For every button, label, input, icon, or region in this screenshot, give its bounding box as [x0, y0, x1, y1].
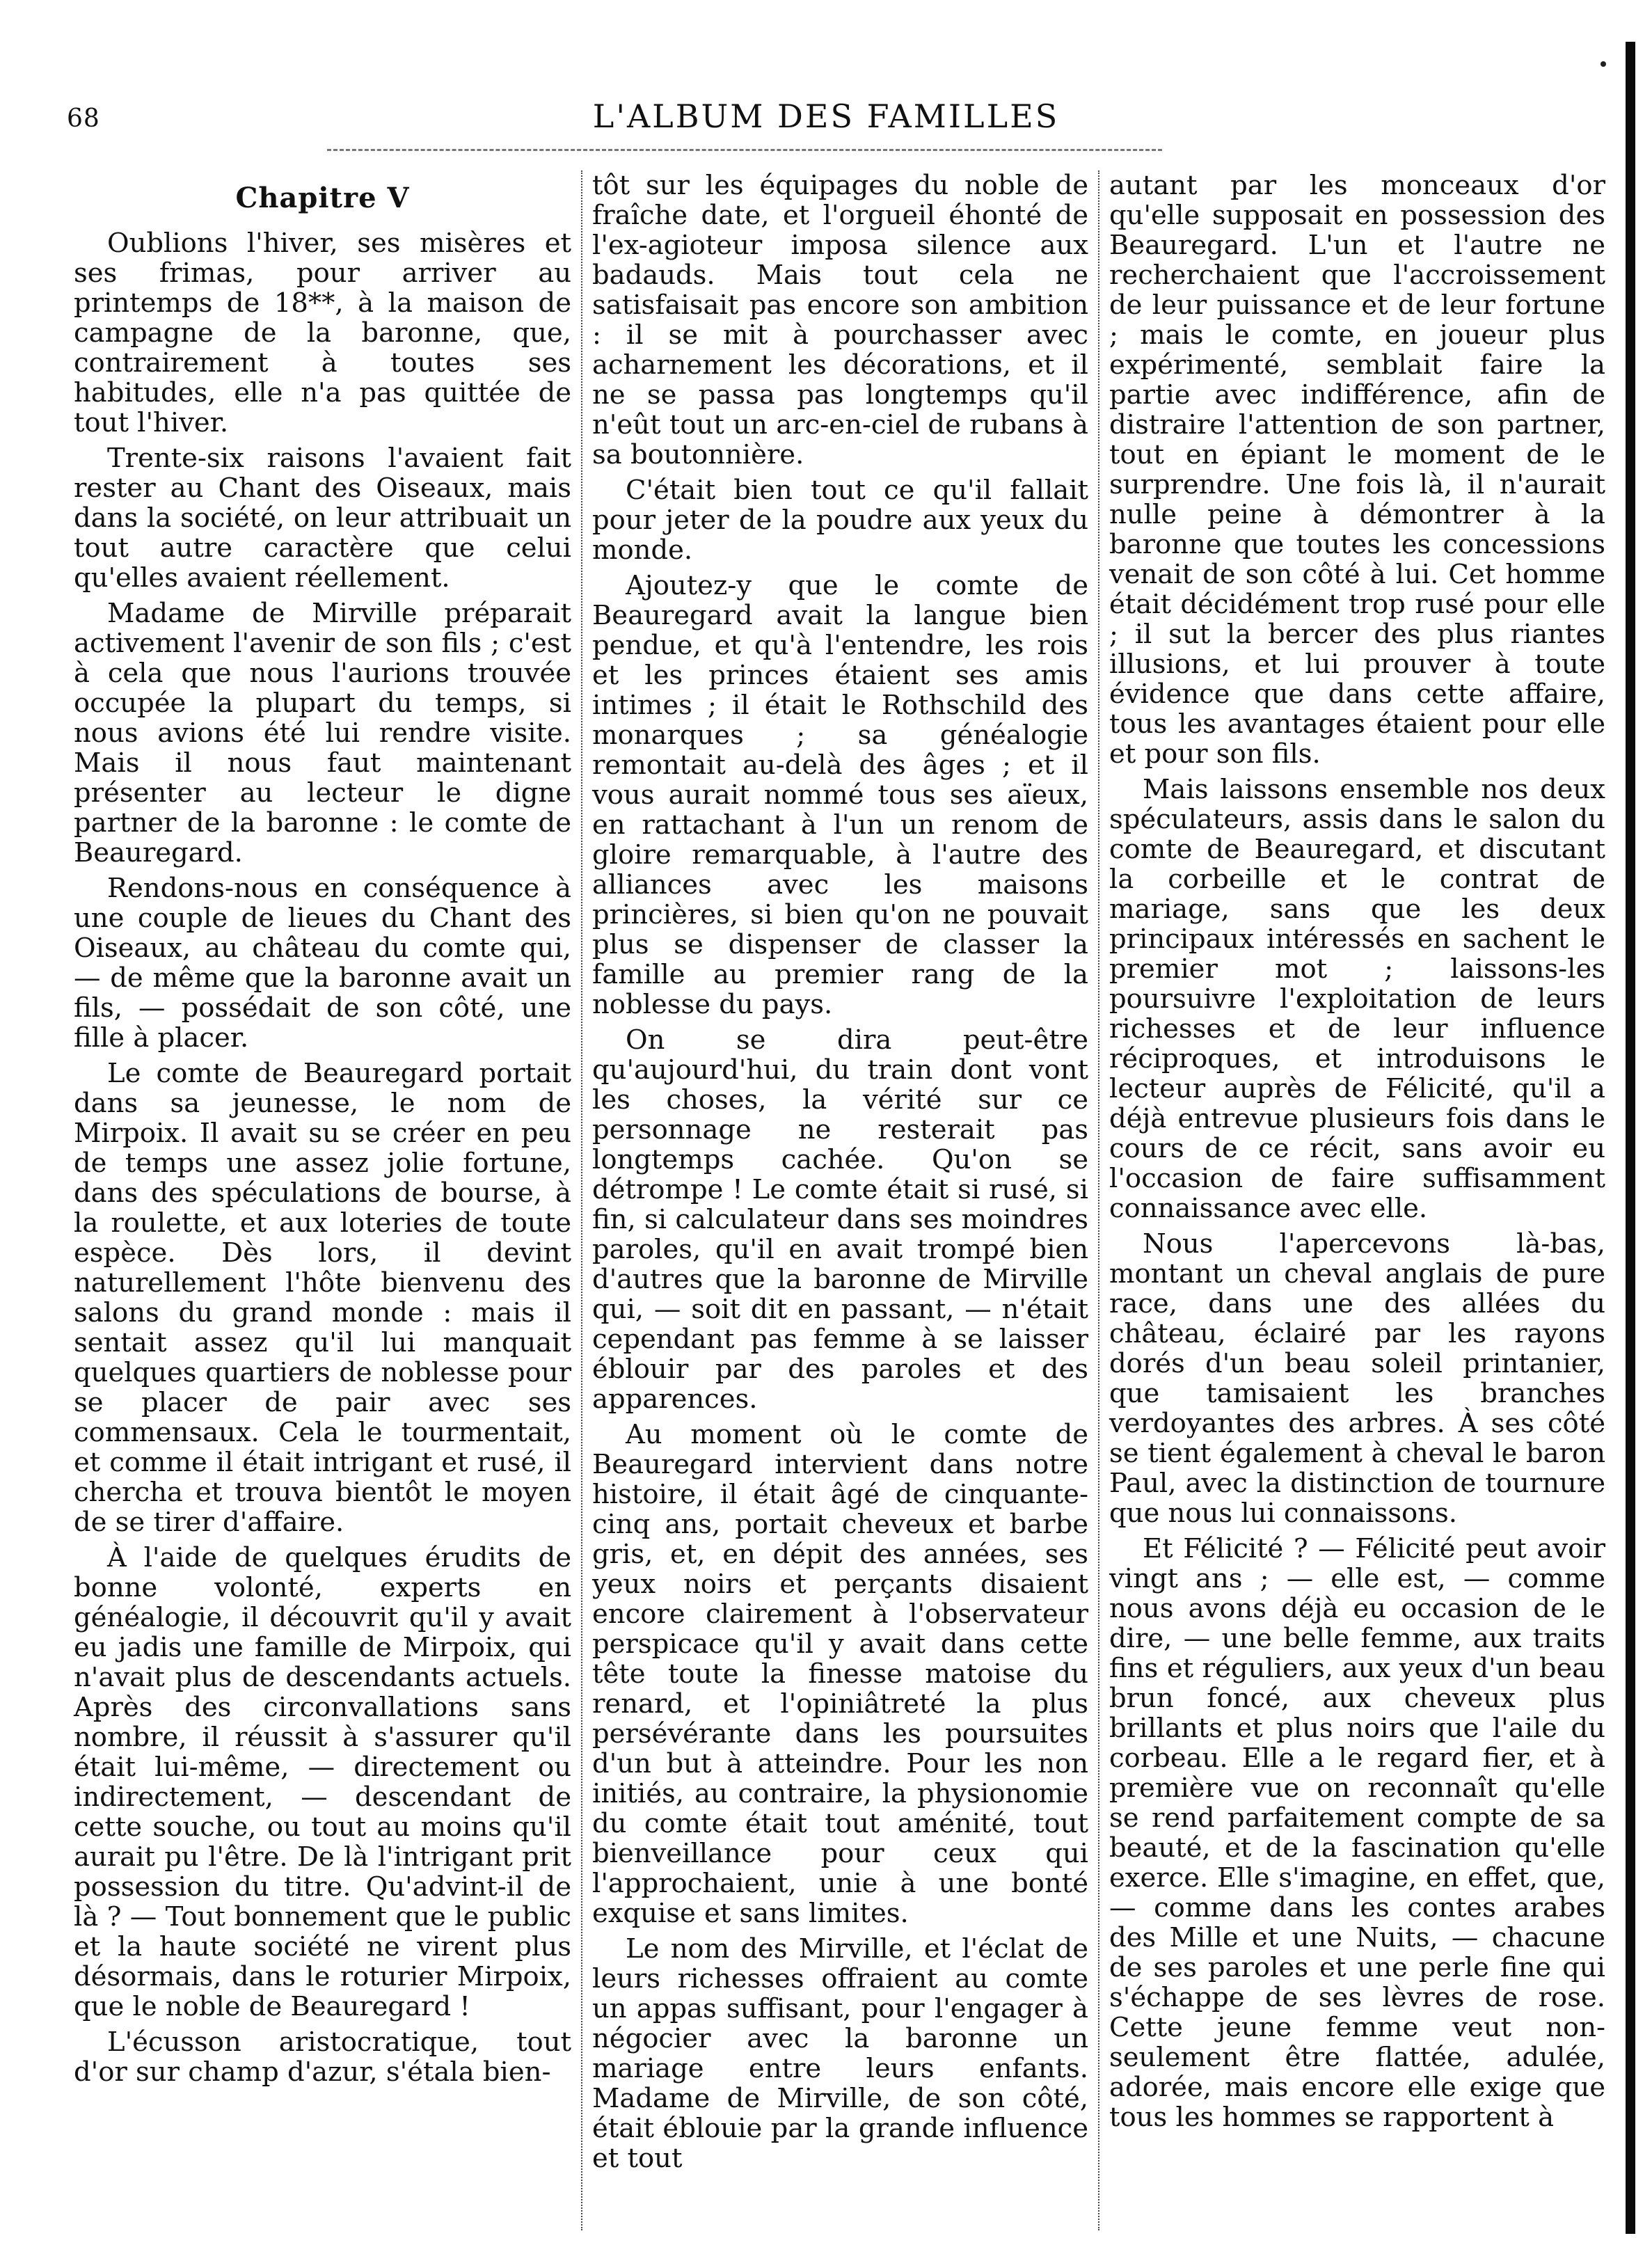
running-head-title: L'ALBUM DES FAMILLES [592, 97, 1060, 135]
paragraph: Ajoutez-y que le comte de Beauregard avait la langue bien pendue, et qu'à l'entendre, les rois et les princes étaient ses amis intimes ; il était le Rothschild des monarques ; sa généalogie remontait au-delà des âges ; et il vous aurait nommé tous ses aïeux, en rattachant à l'un un renom de gloire remarquable, à l'autre des alliances avec les maisons princières, si bien qu'on ne pouvait plus se dispenser de classer la famille au premier rang de la noblesse du pays. [592, 570, 1088, 1020]
column-1 [64, 170, 581, 2230]
paragraph: autant par les monceaux d'or qu'elle supposait en possession des Beauregard. L'un et l'autre ne recherchaient que l'accroissement de leur puissance et de leur fortune ; mais le comte, en joueur plus expérimenté, semblait faire la partie avec indifférence, afin de distraire l'attention de son partner, tout en épiant le moment de le surprendre. Une fois là, il n'aurait nulle peine à démontrer à la baronne que toutes les concessions venait de son côté à lui. Cet homme était décidément trop rusé pour elle ; il sut la bercer des plus riantes illusions, et lui prouver à toute évidence que dans cette affaire, tous les avantages étaient pour elle et pour son fils. [1109, 170, 1605, 770]
scan-dot [1601, 61, 1606, 67]
paragraph: L'écusson aristocratique, tout d'or sur champ d'azur, s'étala bien- [74, 2026, 571, 2088]
scan-edge-bar [1626, 42, 1635, 2234]
column-2 [581, 170, 1098, 2230]
chapter-title: Chapitre V [235, 182, 410, 214]
paragraph: C'était bien tout ce qu'il fallait pour jeter de la poudre aux yeux du monde. [592, 475, 1088, 566]
header-rule [327, 149, 1162, 151]
paragraph: On se dira peut-être qu'aujourd'hui, du train dont vont les choses, la vérité sur ce personnage ne resterait pas longtemps cachée. Qu'on se détrompe ! Le comte était si rusé, si fin, si calculateur dans ses moindres paroles, qu'il en avait trompé bien d'autres que la baronne de Mirville qui, — soit dit en passant, — n'était cependant pas femme à se laisser éblouir par des paroles et des apparences. [592, 1024, 1088, 1415]
paragraph: Le comte de Beauregard portait dans sa jeunesse, le nom de Mirpoix. Il avait su se créer en peu de temps une assez jolie fortune, dans des spéculations de bourse, à la roulette, et aux loteries de toute espèce. Dès lors, il devint naturellement l'hôte bienvenu des salons du grand monde : mais il sentait assez qu'il lui manquait quelques quartiers de noblesse pour se placer de pair avec ses commensaux. Cela le tourmentait, et comme il était intrigant et rusé, il chercha et trouva bientôt le moyen de se tirer d'affaire. [74, 1058, 571, 1538]
paragraph: Mais laissons ensemble nos deux spéculateurs, assis dans le salon du comte de Beauregard, et discutant la corbeille et le contrat de mariage, sans que les deux principaux intéressés en sachent le premier mot ; laissons-les poursuivre l'exploitation de leurs richesses et de leur influence réciproques, et introduisons le lecteur auprès de Félicité, qu'il a déjà entrevue plusieurs fois dans le cours de ce récit, sans avoir eu l'occasion de faire suffisamment connaissance avec elle. [1109, 774, 1605, 1224]
paragraph: Oublions l'hiver, ses misères et ses frimas, pour arriver au printemps de 18**, à la maison de campagne de la baronne, que, contrairement à toutes ses habitudes, elle n'a pas quittée de tout l'hiver. [74, 228, 571, 438]
paragraph: tôt sur les équipages du noble de fraîche date, et l'orgueil éhonté de l'ex-agioteur imposa silence aux badauds. Mais tout cela ne satisfaisait pas encore son ambition : il se mit à pourchasser avec acharnement les décorations, et il ne se passa pas longtemps qu'il n'eût tout un arc-en-ciel de rubans à sa boutonnière. [592, 170, 1088, 470]
paragraph: Nous l'apercevons là-bas, montant un cheval anglais de pure race, dans une des allées du château, éclairé par les rayons dorés d'un beau soleil printanier, que tamisaient les branches verdoyantes des arbres. À ses côté se tient également à cheval le baron Paul, avec la distinction de tournure que nous lui connaissons. [1109, 1228, 1605, 1529]
paragraph: À l'aide de quelques érudits de bonne volonté, experts en généalogie, il découvrit qu'il y avait eu jadis une famille de Mirpoix, qui n'avait plus de descendants actuels. Après des circonvallations sans nombre, il réussit à s'assurer qu'il était lui-même, — directement ou indirectement, — descendant de cette souche, ou tout au moins qu'il aurait pu l'être. De là l'intrigant prit possession du titre. Qu'advint-il de là ? — Tout bonnement que le public et la haute société ne virent plus désormais, dans le roturier Mirpoix, que le noble de Beauregard ! [74, 1542, 571, 2022]
paragraph: Le nom des Mirville, et l'éclat de leurs richesses offraient au comte un appas suffisant, pour l'engager à négocier avec la baronne un mariage entre leurs enfants. Madame de Mirville, de son côté, était éblouie par la grande influence et tout [592, 1933, 1088, 2174]
text-columns [64, 170, 1616, 2230]
paragraph: Et Félicité ? — Félicité peut avoir vingt ans ; — elle est, — comme nous avons déjà eu occasion de le dire, — une belle femme, aux traits fins et réguliers, aux yeux d'un beau brun foncé, aux cheveux plus brillants et plus noirs que l'aile du corbeau. Elle a le regard fier, et à première vue on reconnaît qu'elle se rend parfaitement compte de sa beauté, et de la fascination qu'elle exerce. Elle s'imagine, en effet, que, — comme dans les contes arabes des Mille et une Nuits, — chacune de ses paroles et une perle fine qui s'échappe de ses lèvres de rose. Cette jeune femme veut non-seulement être flattée, adulée, adorée, mais encore elle exige que tous les hommes se rapportent à [1109, 1533, 1605, 2133]
paragraph: Madame de Mirville préparait activement l'avenir de son fils ; c'est à cela que nous l'aurions trouvée occupée la plupart du temps, si nous avions été lui rendre visite. Mais il nous faut maintenant présenter au lecteur le digne partner de la baronne : le comte de Beauregard. [74, 598, 571, 868]
paragraph: Au moment où le comte de Beauregard intervient dans notre histoire, il était âgé de cinquante-cinq ans, portait cheveux et barbe gris, et, en dépit des années, ses yeux noirs et perçants disaient encore clairement à l'observateur perspicace qu'il y avait dans cette tête toute la finesse matoise du renard, et l'opiniâtreté la plus persévérante dans les poursuites d'un but à atteindre. Pour les non initiés, au contraire, la physionomie du comte était tout aménité, tout bienveillance pour ceux qui l'approchaient, unie à une bonté exquise et sans limites. [592, 1419, 1088, 1929]
page-number: 68 [67, 104, 100, 133]
paragraph: Trente-six raisons l'avaient fait rester au Chant des Oiseaux, mais dans la société, on leur attribuait un tout autre caractère que celui qu'elles avaient réellement. [74, 443, 571, 594]
column-3 [1098, 170, 1615, 2230]
paragraph: Rendons-nous en conséquence à une couple de lieues du Chant des Oiseaux, au château du comte qui, — de même que la baronne avait un fils, — possédait de son côté, une fille à placer. [74, 873, 571, 1054]
